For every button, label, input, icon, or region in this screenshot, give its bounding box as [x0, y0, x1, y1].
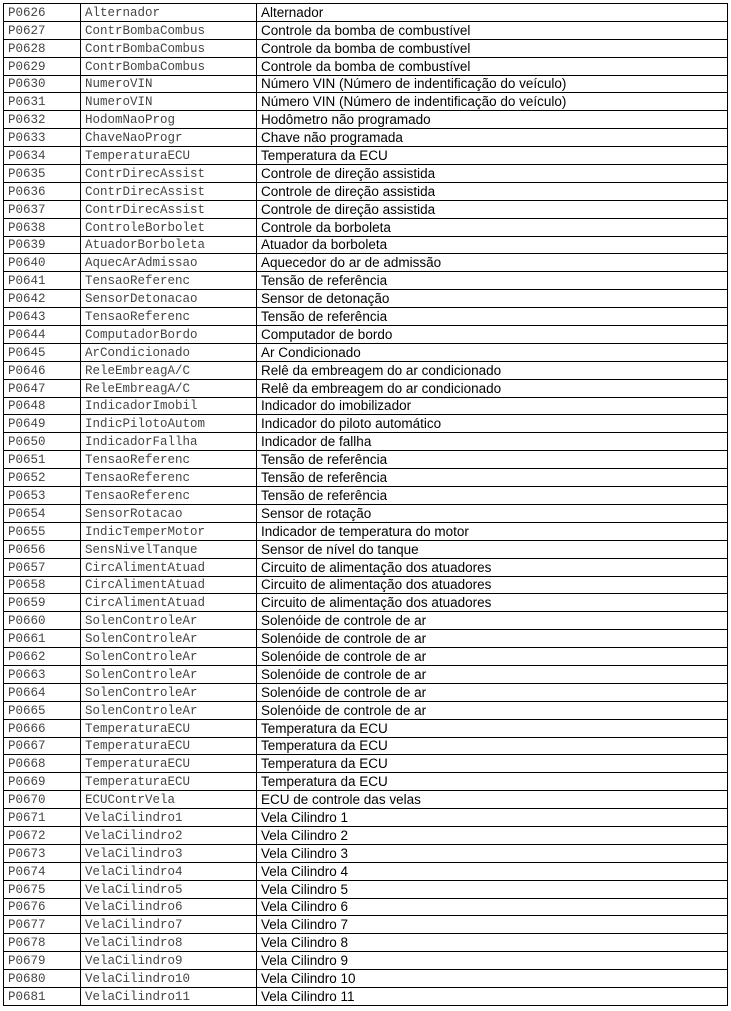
- table-row: [4, 952, 728, 970]
- fault-code-cell: P0645: [4, 343, 81, 361]
- short-name-cell: AtuadorBorboleta: [81, 236, 257, 254]
- table-row: [4, 272, 728, 290]
- table-row: [4, 880, 728, 898]
- table-row: [4, 970, 728, 988]
- table-row: [4, 522, 728, 540]
- fault-code-cell: P0672: [4, 826, 81, 844]
- description-cell: Circuito de alimentação dos atuadores: [257, 594, 728, 612]
- fault-code-cell: P0660: [4, 612, 81, 630]
- table-row: [4, 397, 728, 415]
- table-row: [4, 93, 728, 111]
- short-name-cell: VelaCilindro9: [81, 952, 257, 970]
- description-cell: Tensão de referência: [257, 272, 728, 290]
- description-cell: Solenóide de controle de ar: [257, 630, 728, 648]
- description-cell: Circuito de alimentação dos atuadores: [257, 558, 728, 576]
- description-cell: Indicador de fallha: [257, 433, 728, 451]
- short-name-cell: ContrBombaCombus: [81, 39, 257, 57]
- short-name-cell: Alternador: [81, 4, 257, 22]
- short-name-cell: SensorRotacao: [81, 504, 257, 522]
- short-name-cell: ContrDirecAssist: [81, 182, 257, 200]
- description-cell: Hodômetro não programado: [257, 111, 728, 129]
- table-row: [4, 343, 728, 361]
- description-cell: Tensão de referência: [257, 469, 728, 487]
- table-row: [4, 862, 728, 880]
- table-row: [4, 218, 728, 236]
- fault-code-cell: P0652: [4, 469, 81, 487]
- short-name-cell: ReleEmbreagA/C: [81, 361, 257, 379]
- table-row: [4, 844, 728, 862]
- fault-code-cell: P0644: [4, 326, 81, 344]
- description-cell: Tensão de referência: [257, 451, 728, 469]
- fault-code-cell: P0631: [4, 93, 81, 111]
- description-cell: Aquecedor do ar de admissão: [257, 254, 728, 272]
- fault-code-cell: P0650: [4, 433, 81, 451]
- fault-code-cell: P0669: [4, 773, 81, 791]
- table-row: [4, 737, 728, 755]
- table-row: [4, 236, 728, 254]
- fault-code-cell: P0629: [4, 57, 81, 75]
- description-cell: Vela Cilindro 2: [257, 826, 728, 844]
- description-cell: Solenóide de controle de ar: [257, 683, 728, 701]
- description-cell: Temperatura da ECU: [257, 719, 728, 737]
- short-name-cell: TemperaturaECU: [81, 147, 257, 165]
- description-cell: Número VIN (Número de indentificação do veículo): [257, 75, 728, 93]
- table-row: [4, 75, 728, 93]
- short-name-cell: NumeroVIN: [81, 93, 257, 111]
- description-cell: Relê da embreagem do ar condicionado: [257, 379, 728, 397]
- table-row: [4, 290, 728, 308]
- table-row: [4, 254, 728, 272]
- table-row: [4, 791, 728, 809]
- fault-code-cell: P0680: [4, 970, 81, 988]
- fault-code-cell: P0663: [4, 665, 81, 683]
- description-cell: Tensão de referência: [257, 487, 728, 505]
- description-cell: ECU de controle das velas: [257, 791, 728, 809]
- table-row: [4, 326, 728, 344]
- table-row: [4, 147, 728, 165]
- table-row: [4, 594, 728, 612]
- description-cell: Vela Cilindro 5: [257, 880, 728, 898]
- description-cell: Controle de direção assistida: [257, 165, 728, 183]
- fault-code-cell: P0677: [4, 916, 81, 934]
- table-row: [4, 182, 728, 200]
- description-cell: Controle da bomba de combustível: [257, 21, 728, 39]
- table-row: [4, 165, 728, 183]
- description-cell: Sensor de nível do tanque: [257, 540, 728, 558]
- description-cell: Indicador do piloto automático: [257, 415, 728, 433]
- fault-code-cell: P0638: [4, 218, 81, 236]
- description-cell: Controle de direção assistida: [257, 200, 728, 218]
- fault-code-cell: P0671: [4, 809, 81, 827]
- description-cell: Temperatura da ECU: [257, 755, 728, 773]
- description-cell: Controle de direção assistida: [257, 182, 728, 200]
- table-row: [4, 57, 728, 75]
- description-cell: Solenóide de controle de ar: [257, 665, 728, 683]
- fault-code-cell: P0657: [4, 558, 81, 576]
- fault-code-cell: P0662: [4, 648, 81, 666]
- description-cell: Vela Cilindro 8: [257, 934, 728, 952]
- table-row: [4, 451, 728, 469]
- fault-code-cell: P0664: [4, 683, 81, 701]
- short-name-cell: ContrBombaCombus: [81, 57, 257, 75]
- short-name-cell: VelaCilindro2: [81, 826, 257, 844]
- description-cell: Solenóide de controle de ar: [257, 648, 728, 666]
- fault-code-cell: P0630: [4, 75, 81, 93]
- description-cell: Ar Condicionado: [257, 343, 728, 361]
- description-cell: Atuador da borboleta: [257, 236, 728, 254]
- fault-code-cell: P0679: [4, 952, 81, 970]
- table-row: [4, 39, 728, 57]
- short-name-cell: CircAlimentAtuad: [81, 558, 257, 576]
- short-name-cell: SolenControleAr: [81, 612, 257, 630]
- short-name-cell: HodomNaoProg: [81, 111, 257, 129]
- table-row: [4, 916, 728, 934]
- description-cell: Controle da bomba de combustível: [257, 39, 728, 57]
- fault-code-cell: P0674: [4, 862, 81, 880]
- fault-code-cell: P0628: [4, 39, 81, 57]
- fault-code-cell: P0656: [4, 540, 81, 558]
- fault-code-cell: P0637: [4, 200, 81, 218]
- description-cell: Temperatura da ECU: [257, 737, 728, 755]
- table-row: [4, 576, 728, 594]
- table-row: [4, 379, 728, 397]
- table-row: [4, 540, 728, 558]
- fault-code-cell: P0646: [4, 361, 81, 379]
- description-cell: Vela Cilindro 11: [257, 987, 728, 1005]
- short-name-cell: AquecArAdmissao: [81, 254, 257, 272]
- fault-code-cell: P0651: [4, 451, 81, 469]
- table-row: [4, 129, 728, 147]
- table-row: [4, 683, 728, 701]
- short-name-cell: VelaCilindro10: [81, 970, 257, 988]
- short-name-cell: VelaCilindro4: [81, 862, 257, 880]
- fault-code-cell: P0634: [4, 147, 81, 165]
- table-row: [4, 558, 728, 576]
- fault-code-cell: P0632: [4, 111, 81, 129]
- fault-code-cell: P0649: [4, 415, 81, 433]
- table-row: [4, 469, 728, 487]
- fault-code-cell: P0653: [4, 487, 81, 505]
- fault-code-cell: P0665: [4, 701, 81, 719]
- table-row: [4, 701, 728, 719]
- short-name-cell: SolenControleAr: [81, 630, 257, 648]
- short-name-cell: IndicadorFallha: [81, 433, 257, 451]
- short-name-cell: SensNivelTanque: [81, 540, 257, 558]
- fault-code-cell: P0635: [4, 165, 81, 183]
- description-cell: Vela Cilindro 1: [257, 809, 728, 827]
- description-cell: Vela Cilindro 7: [257, 916, 728, 934]
- description-cell: Temperatura da ECU: [257, 773, 728, 791]
- short-name-cell: TensaoReferenc: [81, 469, 257, 487]
- short-name-cell: VelaCilindro8: [81, 934, 257, 952]
- fault-code-cell: P0670: [4, 791, 81, 809]
- short-name-cell: VelaCilindro7: [81, 916, 257, 934]
- short-name-cell: ContrDirecAssist: [81, 165, 257, 183]
- short-name-cell: TemperaturaECU: [81, 719, 257, 737]
- table-row: [4, 987, 728, 1005]
- short-name-cell: VelaCilindro6: [81, 898, 257, 916]
- short-name-cell: TensaoReferenc: [81, 451, 257, 469]
- description-cell: Indicador do imobilizador: [257, 397, 728, 415]
- fault-code-cell: P0633: [4, 129, 81, 147]
- table-row: [4, 755, 728, 773]
- fault-code-table: [3, 3, 728, 1006]
- description-cell: Solenóide de controle de ar: [257, 701, 728, 719]
- table-row: [4, 433, 728, 451]
- table-row: [4, 630, 728, 648]
- short-name-cell: IndicTemperMotor: [81, 522, 257, 540]
- short-name-cell: SolenControleAr: [81, 701, 257, 719]
- description-cell: Solenóide de controle de ar: [257, 612, 728, 630]
- description-cell: Controle da bomba de combustível: [257, 57, 728, 75]
- fault-code-cell: P0681: [4, 987, 81, 1005]
- short-name-cell: NumeroVIN: [81, 75, 257, 93]
- fault-code-cell: P0639: [4, 236, 81, 254]
- fault-code-cell: P0626: [4, 4, 81, 22]
- fault-code-cell: P0655: [4, 522, 81, 540]
- fault-code-table-body: [4, 4, 728, 1006]
- table-row: [4, 21, 728, 39]
- description-cell: Sensor de rotação: [257, 504, 728, 522]
- table-row: [4, 111, 728, 129]
- short-name-cell: TensaoReferenc: [81, 308, 257, 326]
- short-name-cell: SolenControleAr: [81, 665, 257, 683]
- table-row: [4, 809, 728, 827]
- table-row: [4, 648, 728, 666]
- description-cell: Vela Cilindro 9: [257, 952, 728, 970]
- fault-code-cell: P0627: [4, 21, 81, 39]
- fault-code-cell: P0678: [4, 934, 81, 952]
- table-row: [4, 612, 728, 630]
- table-row: [4, 934, 728, 952]
- fault-code-cell: P0676: [4, 898, 81, 916]
- description-cell: Tensão de referência: [257, 308, 728, 326]
- description-cell: Controle da borboleta: [257, 218, 728, 236]
- short-name-cell: ComputadorBordo: [81, 326, 257, 344]
- description-cell: Sensor de detonação: [257, 290, 728, 308]
- table-row: [4, 898, 728, 916]
- table-row: [4, 200, 728, 218]
- table-row: [4, 415, 728, 433]
- description-cell: Vela Cilindro 6: [257, 898, 728, 916]
- short-name-cell: SolenControleAr: [81, 683, 257, 701]
- description-cell: Chave não programada: [257, 129, 728, 147]
- short-name-cell: TemperaturaECU: [81, 737, 257, 755]
- short-name-cell: TemperaturaECU: [81, 755, 257, 773]
- table-row: [4, 826, 728, 844]
- fault-code-cell: P0641: [4, 272, 81, 290]
- short-name-cell: ControleBorbolet: [81, 218, 257, 236]
- fault-code-cell: P0666: [4, 719, 81, 737]
- description-cell: Indicador de temperatura do motor: [257, 522, 728, 540]
- description-cell: Vela Cilindro 10: [257, 970, 728, 988]
- short-name-cell: ArCondicionado: [81, 343, 257, 361]
- description-cell: Computador de bordo: [257, 326, 728, 344]
- table-row: [4, 361, 728, 379]
- fault-code-cell: P0648: [4, 397, 81, 415]
- fault-code-cell: P0668: [4, 755, 81, 773]
- description-cell: Número VIN (Número de indentificação do veículo): [257, 93, 728, 111]
- fault-code-cell: P0643: [4, 308, 81, 326]
- short-name-cell: VelaCilindro11: [81, 987, 257, 1005]
- description-cell: Vela Cilindro 3: [257, 844, 728, 862]
- table-row: [4, 4, 728, 22]
- short-name-cell: TemperaturaECU: [81, 773, 257, 791]
- short-name-cell: VelaCilindro5: [81, 880, 257, 898]
- short-name-cell: VelaCilindro1: [81, 809, 257, 827]
- short-name-cell: TensaoReferenc: [81, 487, 257, 505]
- table-row: [4, 719, 728, 737]
- description-cell: Alternador: [257, 4, 728, 22]
- fault-code-cell: P0673: [4, 844, 81, 862]
- fault-code-cell: P0642: [4, 290, 81, 308]
- description-cell: Vela Cilindro 4: [257, 862, 728, 880]
- fault-code-cell: P0647: [4, 379, 81, 397]
- short-name-cell: ChaveNaoProgr: [81, 129, 257, 147]
- short-name-cell: SensorDetonacao: [81, 290, 257, 308]
- fault-code-cell: P0667: [4, 737, 81, 755]
- short-name-cell: ReleEmbreagA/C: [81, 379, 257, 397]
- table-row: [4, 665, 728, 683]
- fault-code-cell: P0636: [4, 182, 81, 200]
- fault-code-cell: P0661: [4, 630, 81, 648]
- short-name-cell: ECUContrVela: [81, 791, 257, 809]
- table-row: [4, 504, 728, 522]
- fault-code-cell: P0675: [4, 880, 81, 898]
- short-name-cell: TensaoReferenc: [81, 272, 257, 290]
- short-name-cell: ContrDirecAssist: [81, 200, 257, 218]
- short-name-cell: CircAlimentAtuad: [81, 576, 257, 594]
- description-cell: Temperatura da ECU: [257, 147, 728, 165]
- short-name-cell: CircAlimentAtuad: [81, 594, 257, 612]
- fault-code-cell: P0659: [4, 594, 81, 612]
- short-name-cell: IndicadorImobil: [81, 397, 257, 415]
- description-cell: Relê da embreagem do ar condicionado: [257, 361, 728, 379]
- table-row: [4, 487, 728, 505]
- table-row: [4, 308, 728, 326]
- short-name-cell: ContrBombaCombus: [81, 21, 257, 39]
- table-row: [4, 773, 728, 791]
- short-name-cell: IndicPilotoAutom: [81, 415, 257, 433]
- short-name-cell: SolenControleAr: [81, 648, 257, 666]
- fault-code-cell: P0640: [4, 254, 81, 272]
- description-cell: Circuito de alimentação dos atuadores: [257, 576, 728, 594]
- short-name-cell: VelaCilindro3: [81, 844, 257, 862]
- fault-code-cell: P0658: [4, 576, 81, 594]
- fault-code-cell: P0654: [4, 504, 81, 522]
